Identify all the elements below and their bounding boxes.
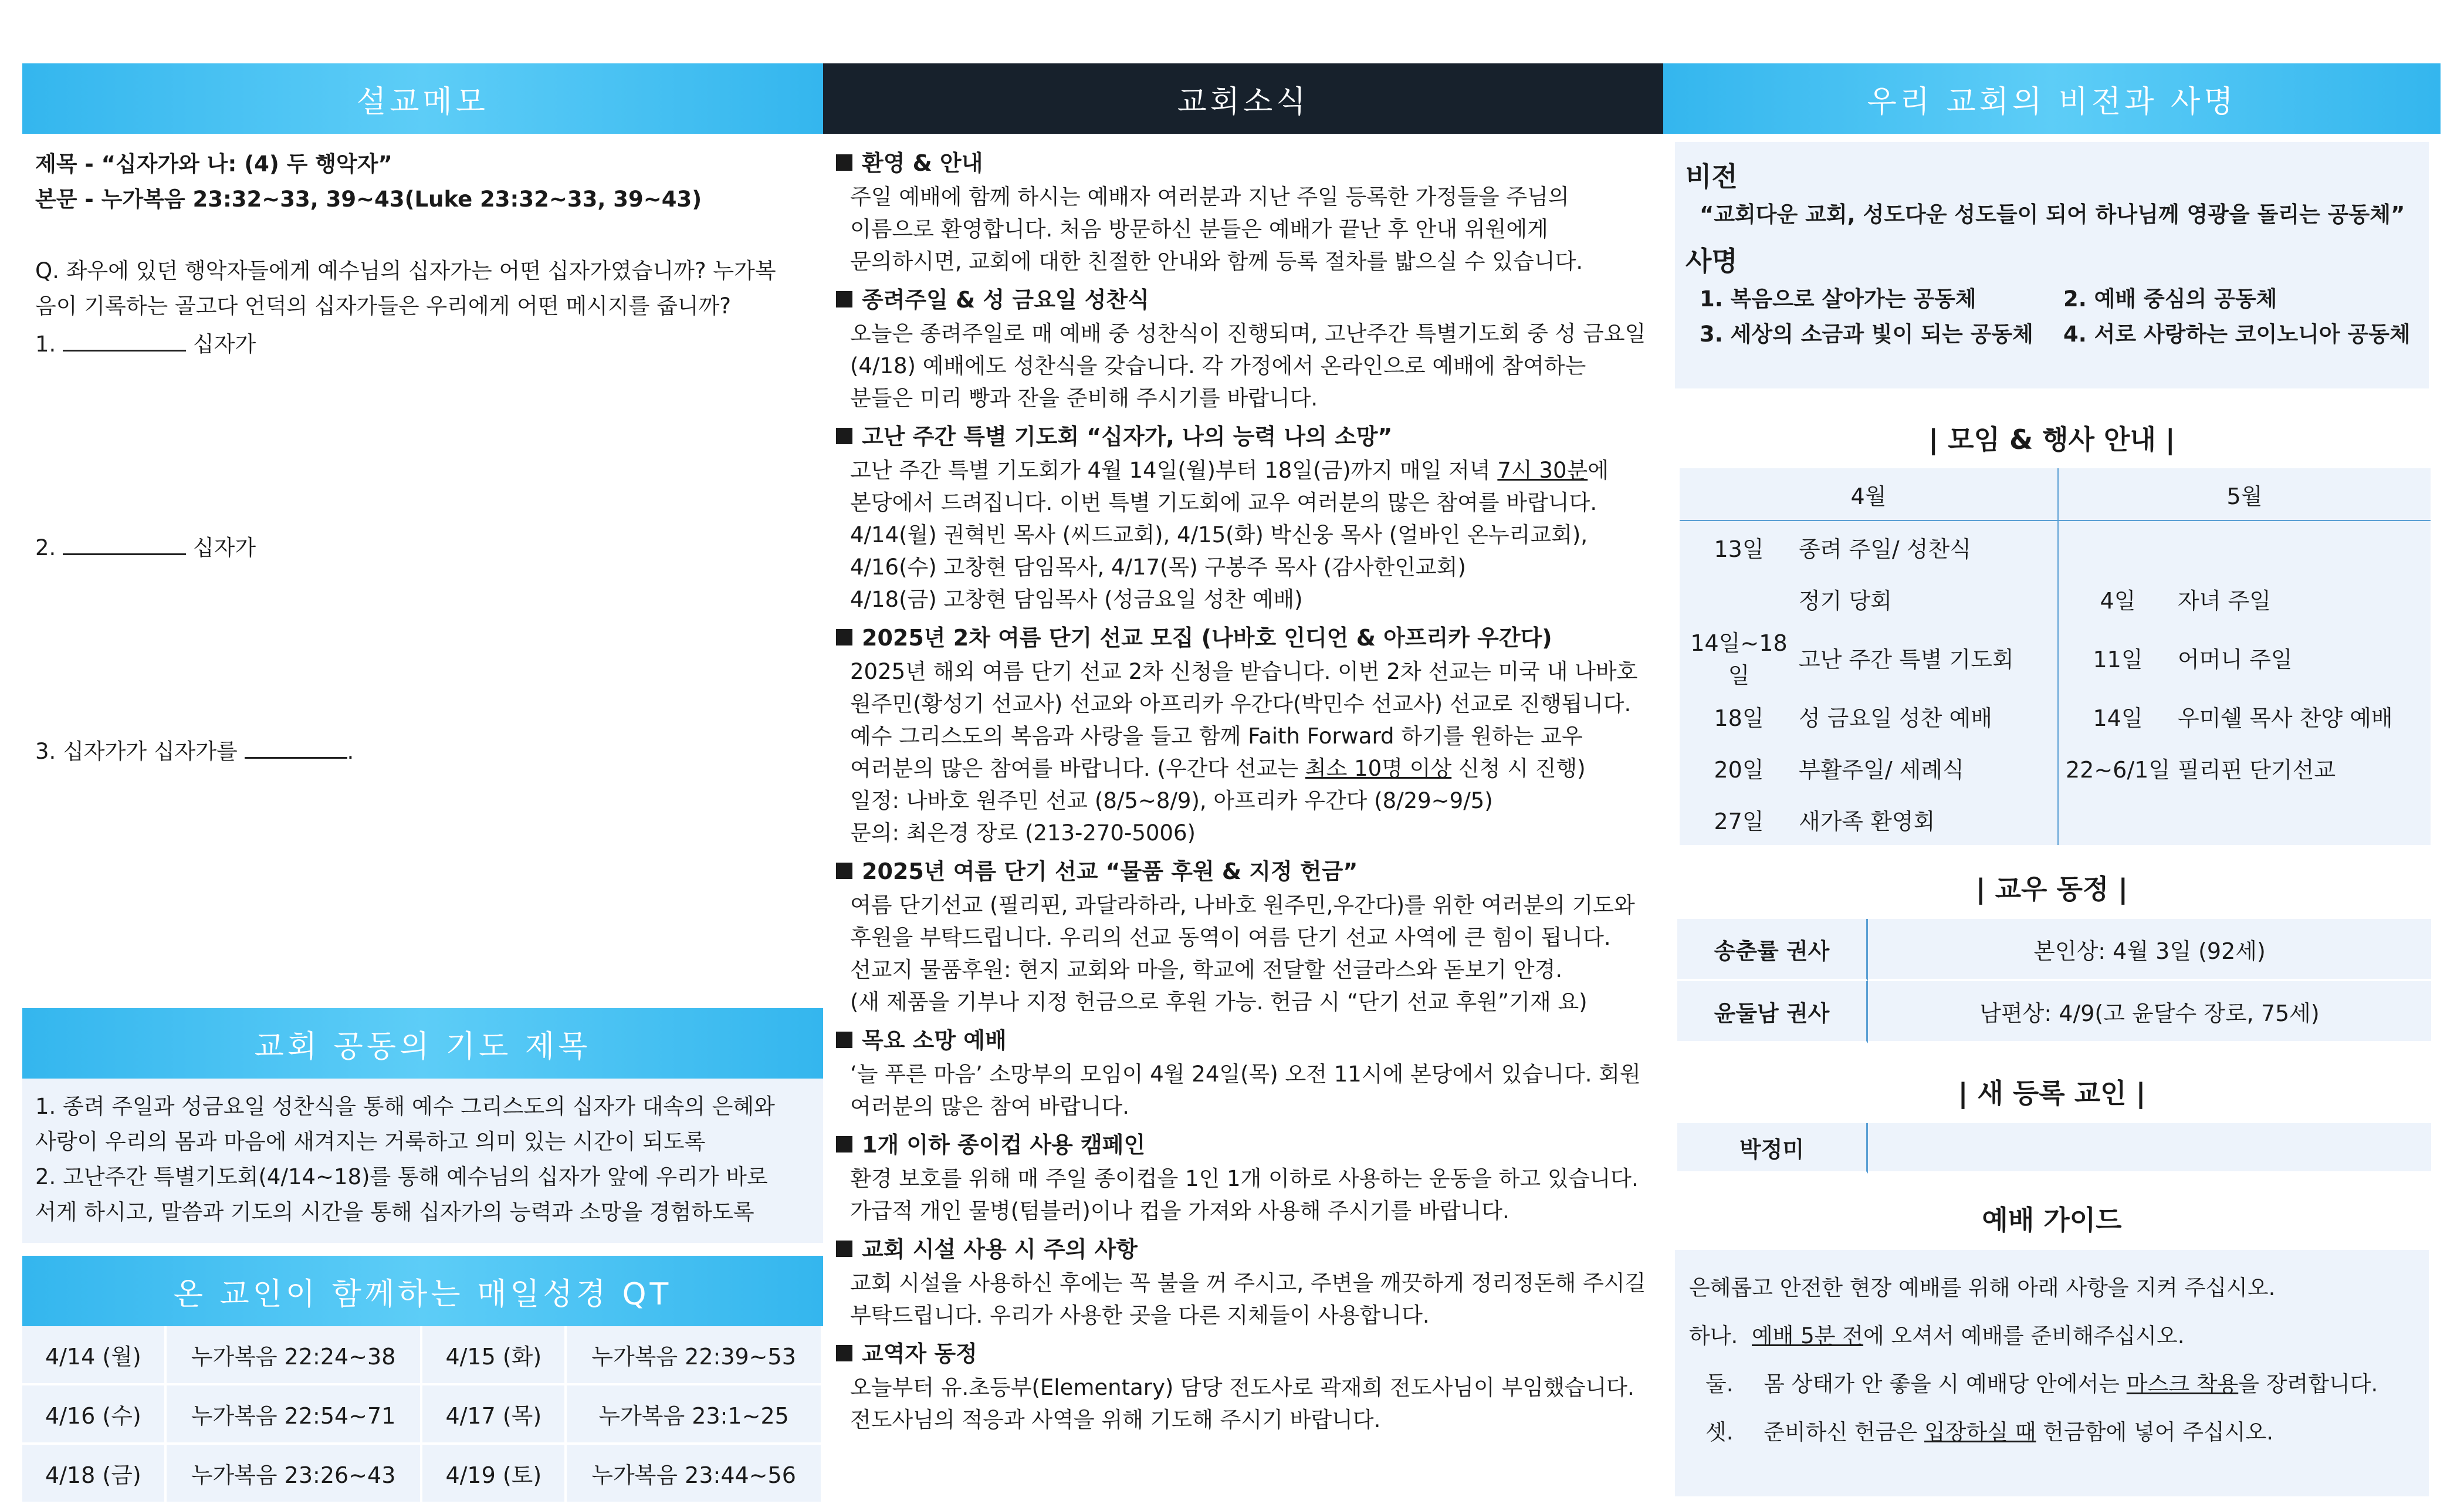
news-heading: 교회 시설 사용 시 주의 사항 xyxy=(836,1232,1663,1267)
news-heading: 종려주일 & 성 금요일 성찬식 xyxy=(836,282,1663,317)
prayer-line: 2. 고난주간 특별기도회(4/14~18)를 통해 예수님의 십자가 앞에 우리가 바로 xyxy=(35,1164,768,1189)
square-bullet-icon xyxy=(836,291,852,307)
news-paragraph: 환경 보호를 위해 매 주일 종이컵을 1인 1개 이하로 사용하는 운동을 하고 있습니다. 가급적 개인 물병(텀블러)이나 컵을 가져와 사용해 주시기를 바랍니다. xyxy=(850,1166,1639,1224)
church-news-title: 교회소식 xyxy=(1177,84,1309,120)
square-bullet-icon xyxy=(836,1241,852,1257)
vision-title: 우리 교회의 비전과 사명 xyxy=(1867,84,2237,120)
prayer-list xyxy=(22,1079,823,1243)
fill-blank[interactable] xyxy=(245,731,347,759)
prayer-line: 서게 하시고, 말씀과 기도의 시간을 통해 십자가의 능력과 소망을 경험하도록 xyxy=(35,1199,754,1225)
guide-intro: 은혜롭고 안전한 현장 예배를 위해 아래 사항을 지켜 주십시오. xyxy=(1689,1275,2276,1300)
mission-item: 4. 서로 사랑하는 코이노니아 공동체 xyxy=(2063,322,2411,347)
mission-label: 사명 xyxy=(1685,245,1738,277)
mission-list xyxy=(1685,282,2418,352)
table-row xyxy=(22,1326,823,1385)
square-bullet-icon xyxy=(836,629,852,645)
news-heading: 고난 주간 특별 기도회 “십자가, 나의 능력 나의 소망” xyxy=(836,419,1663,454)
qt-date: 4/18 (금) xyxy=(22,1445,167,1504)
month-may: 5월 xyxy=(2058,468,2431,521)
church-news-column xyxy=(823,63,1663,1441)
sermon-memo-header xyxy=(22,63,823,134)
new-members-title: | 새 등록 교인 | xyxy=(1958,1077,2146,1109)
events-table xyxy=(1680,468,2431,845)
prayer-line: 1. 종려 주일과 성금요일 성찬식을 통해 예수 그리스도의 십자가 대속의 은혜와 xyxy=(35,1094,775,1119)
table-row: 13일 종려 주일/ 성찬식 xyxy=(1680,521,2431,573)
qt-schedule-table xyxy=(22,1326,823,1504)
news-heading: 목요 소망 예배 xyxy=(836,1023,1663,1058)
church-news-header xyxy=(823,63,1663,134)
worship-guide-title: 예배 가이드 xyxy=(1982,1204,2122,1236)
fill-item-2: 2. 십자가 xyxy=(35,528,810,566)
news-heading: 2025년 2차 여름 단기 선교 모집 (나바호 인디언 & 아프리카 우간다) xyxy=(836,620,1663,655)
mission-item: 2. 예배 중심의 공동체 xyxy=(2063,286,2277,312)
vision-column xyxy=(1663,63,2441,1496)
qt-header xyxy=(22,1256,823,1326)
guide-item: 하나. 예배 5분 전에 오셔서 예배를 준비해주십시오. xyxy=(1689,1323,2185,1348)
prayer-title: 교회 공동의 기도 제목 xyxy=(254,1029,591,1064)
member-news-table xyxy=(1677,919,2431,1043)
guide-item: 셋. 준비하신 헌금은 입장하실 때 헌금함에 넣어 주십시오. xyxy=(1705,1419,2273,1445)
sermon-memo-body xyxy=(22,134,823,1008)
qt-title: 온 교인이 함께하는 매일성경 QT xyxy=(173,1276,672,1312)
sermon-memo-title: 설교메모 xyxy=(357,84,489,120)
news-paragraph: 주일 예배에 함께 하시는 예배자 여러분과 지난 주일 등록한 가정들을 주님의 이름으로 환영합니다. 처음 방문하신 분들은 예배가 끝난 후 안내 위원에게 문의하시면, 교회에 대한 친절한 안내와 함께 등록 절차를 밟으실 수 있습니다. xyxy=(850,184,1583,274)
table-row xyxy=(1680,468,2431,521)
worship-guide-box xyxy=(1675,1250,2429,1496)
table-row xyxy=(22,1385,823,1445)
news-paragraph: 2025년 해외 여름 단기 선교 2차 신청을 받습니다. 이번 2차 선교는 미국 내 나바호 원주민(황성기 선교사) 선교와 아프리카 우간다(박민수 선교사) 선교로 진행됩니다. 예수 그리스도의 복음과 사랑을 들고 함께 Faith Forward 하기를 원하는 교우 여러분의 많은 참여를 바랍니다. (우간다 선교는 최소 10명 이상 신청 시 진행) 일정: 나바호 원주민 선교 (8/5~8/9), 아프리카 우간다 (8/29~9/5) 문의: 최은경 장로 (213-270-5006) xyxy=(850,659,1638,846)
news-paragraph: 고난 주간 특별 기도회가 4월 14일(월)부터 18일(금)까지 매일 저녁 7시 30분에 본당에서 드려집니다. 이번 특별 기도회에 교우 여러분의 많은 참여를 바랍니다. 4/14(월) 권혁빈 목사 (씨드교회), 4/15(화) 박신웅 목사 (얼바인 온누리교회), 4/16(수) 고창현 담임목사, 4/17(목) 구봉주 목사 (감사한인교회) 4/18(금) 고창현 담임목사 (성금요일 성찬 예배) xyxy=(850,458,1609,612)
vision-mission-box xyxy=(1675,142,2429,388)
news-heading: 2025년 여름 단기 선교 “물품 후원 & 지정 헌금” xyxy=(836,854,1663,889)
square-bullet-icon xyxy=(836,428,852,444)
sermon-column xyxy=(22,63,823,1504)
qt-passage: 누가복음 22:39~53 xyxy=(567,1326,823,1385)
guide-item: 둘. 몸 상태가 안 좋을 시 예배당 안에서는 마스크 착용을 장려합니다. xyxy=(1705,1371,2378,1397)
table-row: 송춘률 권사 본인상: 4월 3일 (92세) xyxy=(1677,919,2431,981)
month-april: 4월 xyxy=(1680,468,2058,521)
news-paragraph: 오늘부터 유.초등부(Elementary) 담당 전도사로 곽재희 전도사님이 부임했습니다. 전도사님의 적응과 사역을 위해 기도해 주시기 바랍니다. xyxy=(850,1375,1634,1432)
sermon-title: 제목 - “십자가와 나: (4) 두 행악자” xyxy=(35,151,392,177)
qt-date: 4/19 (토) xyxy=(422,1445,567,1504)
square-bullet-icon xyxy=(836,1345,852,1361)
qt-passage: 누가복음 22:24~38 xyxy=(167,1326,423,1385)
news-paragraph: 여름 단기선교 (필리핀, 과달라하라, 나바호 원주민,우간다)를 위한 여러분의 기도와 후원을 부탁드립니다. 우리의 선교 동역이 여름 단기 선교 사역에 큰 힘이 됩니다. 선교지 물품후원: 현지 교회와 마을, 학교에 전달할 선글라스와 돋보기 안경. (새 제품을 기부나 지정 헌금으로 후원 가능. 헌금 시 “단기 선교 후원”기재 요) xyxy=(850,893,1635,1015)
question-line: Q. 좌우에 있던 행악자들에게 예수님의 십자가는 어떤 십자가였습니까? 누가복 xyxy=(35,258,776,283)
qt-date: 4/15 (화) xyxy=(422,1326,567,1385)
news-paragraph: 오늘은 종려주일로 매 예배 중 성찬식이 진행되며, 고난주간 특별기도회 중 성 금요일 (4/18) 예배에도 성찬식을 갖습니다. 각 가정에서 온라인으로 예배에 참여하는 분들은 미리 빵과 잔을 준비해 주시기를 바랍니다. xyxy=(850,321,1646,411)
mission-item: 3. 세상의 소금과 빛이 되는 공동체 xyxy=(1700,322,2033,347)
table-row xyxy=(22,1445,823,1504)
qt-passage: 누가복음 23:44~56 xyxy=(567,1445,823,1504)
square-bullet-icon xyxy=(836,1032,852,1048)
prayer-line: 사랑이 우리의 몸과 마음에 새겨지는 거룩하고 의미 있는 시간이 되도록 xyxy=(35,1129,706,1154)
table-row: 윤둘남 권사 남편상: 4/9(고 윤달수 장로, 75세) xyxy=(1677,981,2431,1043)
qt-date: 4/14 (월) xyxy=(22,1326,167,1385)
fill-blank[interactable] xyxy=(63,528,186,555)
square-bullet-icon xyxy=(836,863,852,879)
table-row: 14일~18일 고난 주간 특별 기도회 11일 어머니 주일 xyxy=(1680,624,2431,690)
news-heading: 교역자 동정 xyxy=(836,1336,1663,1371)
new-members-table xyxy=(1677,1123,2431,1174)
vision-header xyxy=(1663,63,2441,134)
qt-date: 4/17 (목) xyxy=(422,1385,567,1445)
news-heading: 1개 이하 종이컵 사용 캠페인 xyxy=(836,1127,1663,1162)
qt-passage: 누가복음 23:1~25 xyxy=(567,1385,823,1445)
question-line: 음이 기록하는 골고다 언덕의 십자가들은 우리에게 어떤 메시지를 줍니까? xyxy=(35,293,731,319)
fill-blank[interactable] xyxy=(63,324,186,352)
qt-date: 4/16 (수) xyxy=(22,1385,167,1445)
square-bullet-icon xyxy=(836,1136,852,1152)
square-bullet-icon xyxy=(836,154,852,171)
table-row: 20일 부활주일/ 세례식 22~6/1일 필리핀 단기선교 xyxy=(1680,742,2431,793)
table-row: 박정미 xyxy=(1677,1123,2431,1174)
table-row: 정기 당회 4일 자녀 주일 xyxy=(1680,573,2431,624)
fill-item-3: 3. 십자가가 십자가를 . xyxy=(35,731,810,769)
fill-item-1: 1. 십자가 xyxy=(35,324,810,362)
table-row: 18일 성 금요일 성찬 예배 14일 우미쉘 목사 찬양 예배 xyxy=(1680,690,2431,742)
news-heading: 환영 & 안내 xyxy=(836,146,1663,181)
member-news-title: | 교우 동정 | xyxy=(1975,873,2128,905)
events-title: | 모임 & 행사 안내 | xyxy=(1928,424,2175,455)
qt-passage: 누가복음 23:26~43 xyxy=(167,1445,423,1504)
church-news-body xyxy=(823,134,1663,1436)
qt-passage: 누가복음 22:54~71 xyxy=(167,1385,423,1445)
news-paragraph: ‘늘 푸른 마음’ 소망부의 모임이 4월 24일(목) 오전 11시에 본당에서 있습니다. 회원 여러분의 많은 참여 바랍니다. xyxy=(850,1062,1641,1119)
mission-item: 1. 복음으로 살아가는 공동체 xyxy=(1700,286,1976,312)
news-paragraph: 교회 시설을 사용하신 후에는 꼭 불을 꺼 주시고, 주변을 깨끗하게 정리정돈해 주시길 부탁드립니다. 우리가 사용한 곳을 다른 지체들이 사용합니다. xyxy=(850,1270,1646,1328)
prayer-header xyxy=(22,1008,823,1079)
vision-label: 비전 xyxy=(1685,161,1738,192)
sermon-scripture: 본문 - 누가복음 23:32~33, 39~43(Luke 23:32~33, 39~43) xyxy=(35,187,702,212)
table-row: 27일 새가족 환영회 xyxy=(1680,793,2431,845)
vision-statement: “교회다운 교회, 성도다운 성도들이 되어 하나님께 영광을 돌리는 공동체” xyxy=(1700,202,2405,227)
